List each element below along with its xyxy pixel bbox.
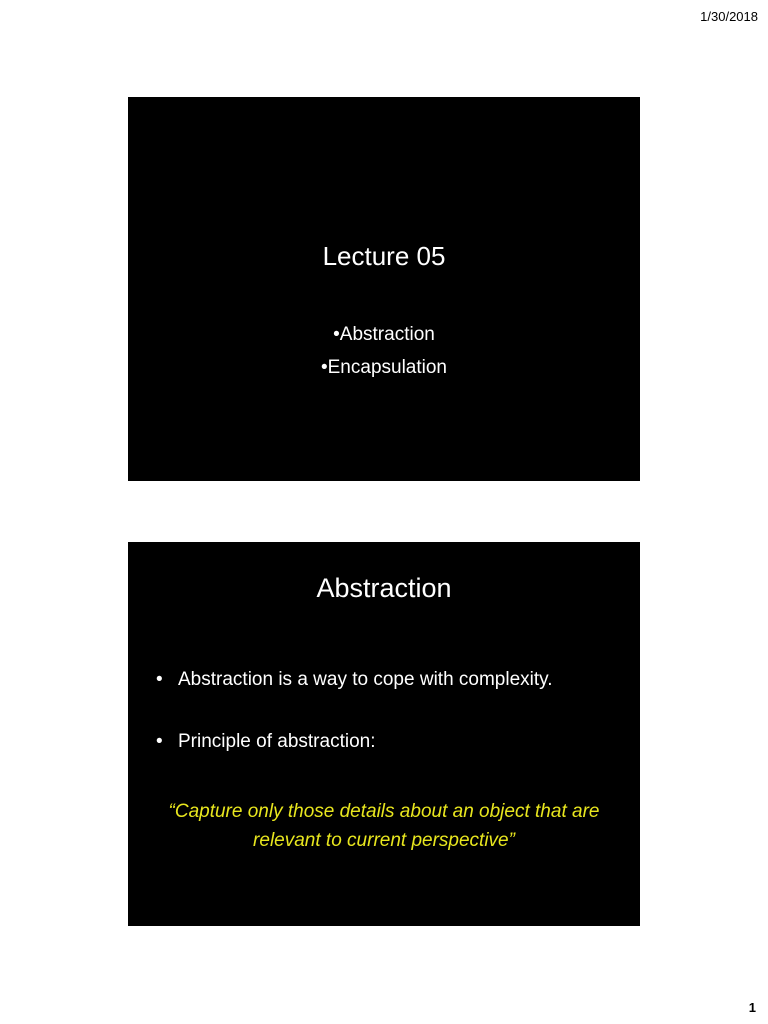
bullet-list [156, 669, 616, 793]
page-date: 1/30/2018 [700, 9, 758, 24]
bullet-text: Abstraction is a way to cope with complexity. [178, 669, 553, 690]
slide-abstraction [128, 542, 640, 926]
topic-item: •Encapsulation [320, 357, 447, 378]
page-number: 1 [748, 1000, 756, 1015]
principle-quote: “Capture only those details about an object that are relevant to current perspective” [168, 801, 600, 851]
bullet-text: Principle of abstraction: [178, 731, 376, 752]
slide-title: Lecture 05 [322, 241, 446, 271]
slide-title: Abstraction [316, 573, 452, 603]
topic-item: •Abstraction [333, 324, 435, 345]
slide-lecture-title [128, 97, 640, 481]
topic-list [128, 318, 640, 384]
bullet-point-icon: • [156, 669, 163, 690]
bullet-item [156, 669, 616, 691]
bullet-point-icon: • [156, 731, 163, 752]
bullet-item [156, 731, 616, 753]
